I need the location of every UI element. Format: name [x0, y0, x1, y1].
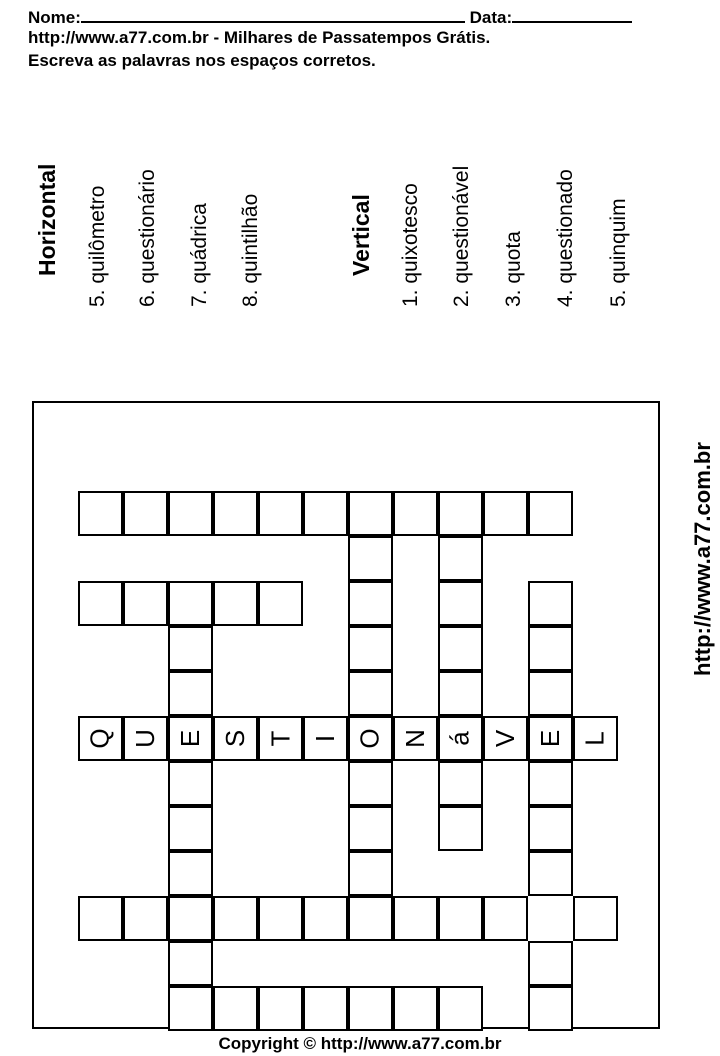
grid-cell[interactable]	[348, 671, 393, 716]
grid-letter-text: V	[490, 729, 520, 748]
grid-letter-text: E	[175, 729, 205, 748]
grid-cell[interactable]	[528, 806, 573, 851]
grid-letter-text: N	[400, 729, 430, 748]
name-field-line[interactable]	[81, 5, 465, 23]
grid-cell[interactable]	[258, 581, 303, 626]
grid-letter	[438, 716, 483, 761]
grid-letter	[528, 716, 573, 761]
grid-letter	[303, 716, 348, 761]
grid-cell[interactable]	[483, 491, 528, 536]
grid-cell[interactable]	[348, 986, 393, 1031]
grid-cell[interactable]	[528, 491, 573, 536]
grid-letter	[483, 716, 528, 761]
grid-cell[interactable]	[438, 896, 483, 941]
horizontal-clue-7: 7. quádrica	[188, 203, 211, 307]
grid-cell[interactable]	[168, 626, 213, 671]
vertical-clue-2: 2. questionável	[450, 165, 473, 307]
grid-cell[interactable]	[528, 581, 573, 626]
grid-cell[interactable]	[348, 896, 393, 941]
grid-letter-text: á	[445, 731, 475, 746]
grid-cell[interactable]	[393, 896, 438, 941]
vertical-clue-1: 1. quixotesco	[399, 183, 422, 307]
grid-cell[interactable]	[438, 806, 483, 851]
grid-letter-text: T	[264, 730, 295, 747]
grid-letter	[168, 716, 213, 761]
grid-cell[interactable]	[123, 491, 168, 536]
grid-cell[interactable]	[348, 626, 393, 671]
grid-cell[interactable]	[393, 491, 438, 536]
grid-letter-text: E	[535, 729, 565, 748]
grid-cell[interactable]	[123, 896, 168, 941]
grid-cell[interactable]	[258, 896, 303, 941]
name-date-line	[28, 5, 632, 28]
grid-cell[interactable]	[78, 491, 123, 536]
grid-cell[interactable]	[573, 896, 618, 941]
grid-cell[interactable]	[258, 986, 303, 1031]
grid-cell[interactable]	[168, 581, 213, 626]
grid-cell[interactable]	[213, 896, 258, 941]
grid-cell[interactable]	[303, 491, 348, 536]
name-label: Nome:	[28, 8, 81, 27]
grid-cell[interactable]	[348, 851, 393, 896]
grid-letter	[258, 716, 303, 761]
grid-cell[interactable]	[213, 581, 258, 626]
grid-cell[interactable]	[393, 986, 438, 1031]
grid-cell[interactable]	[168, 896, 213, 941]
horizontal-clue-8: 8. quintilhão	[239, 193, 262, 307]
grid-cell[interactable]	[438, 671, 483, 716]
grid-cell[interactable]	[168, 851, 213, 896]
grid-cell[interactable]	[438, 536, 483, 581]
grid-cell[interactable]	[348, 761, 393, 806]
grid-cell[interactable]	[528, 986, 573, 1031]
grid-letter	[78, 716, 123, 761]
grid-letter-text: U	[130, 729, 160, 748]
copyright-footer: Copyright © http://www.a77.com.br	[218, 1034, 502, 1053]
grid-cell[interactable]	[213, 491, 258, 536]
side-url: http://www.a77.com.br	[690, 442, 715, 676]
grid-cell[interactable]	[348, 806, 393, 851]
grid-cell[interactable]	[303, 986, 348, 1031]
grid-letter	[573, 716, 618, 761]
grid-cell[interactable]	[168, 941, 213, 986]
grid-cell[interactable]	[348, 536, 393, 581]
instruction: Escreva as palavras nos espaços corretos.	[28, 51, 376, 70]
vertical-clue-4: 4. questionado	[554, 169, 577, 307]
grid-letter-text: Q	[84, 728, 115, 749]
vertical-clue-3: 3. quota	[502, 231, 525, 307]
grid-cell[interactable]	[213, 986, 258, 1031]
grid-cell[interactable]	[168, 671, 213, 716]
crossword-frame	[32, 401, 660, 1029]
horizontal-title: Horizontal	[34, 163, 60, 276]
vertical-clue-5: 5. quinquim	[607, 198, 630, 307]
horizontal-clue-6: 6. questionário	[136, 169, 159, 307]
grid-cell[interactable]	[438, 626, 483, 671]
grid-cell[interactable]	[483, 896, 528, 941]
grid-cell[interactable]	[168, 806, 213, 851]
grid-cell[interactable]	[258, 491, 303, 536]
grid-cell[interactable]	[168, 761, 213, 806]
grid-cell[interactable]	[528, 671, 573, 716]
date-field-line[interactable]	[512, 5, 632, 23]
date-label: Data:	[469, 8, 513, 27]
grid-cell[interactable]	[528, 626, 573, 671]
grid-cell[interactable]	[168, 986, 213, 1031]
grid-cell[interactable]	[528, 851, 573, 896]
grid-cell[interactable]	[438, 761, 483, 806]
grid-cell[interactable]	[528, 761, 573, 806]
grid-cell[interactable]	[438, 491, 483, 536]
grid-letter	[213, 716, 258, 761]
horizontal-clue-5: 5. quilômetro	[86, 185, 109, 307]
grid-letter-text: I	[309, 734, 340, 743]
grid-cell[interactable]	[348, 491, 393, 536]
grid-letter-text: O	[354, 728, 385, 749]
grid-cell[interactable]	[123, 581, 168, 626]
grid-letter-text: S	[220, 729, 250, 748]
grid-cell[interactable]	[78, 896, 123, 941]
grid-letter	[348, 716, 393, 761]
grid-cell[interactable]	[438, 986, 483, 1031]
grid-cell[interactable]	[348, 581, 393, 626]
grid-cell[interactable]	[303, 896, 348, 941]
grid-letter	[123, 716, 168, 761]
grid-cell[interactable]	[168, 491, 213, 536]
grid-letter-text: L	[580, 731, 610, 746]
grid-cell[interactable]	[78, 581, 123, 626]
site-line: http://www.a77.com.br - Milhares de Passatempos Grátis.	[28, 28, 491, 47]
vertical-title: Vertical	[348, 194, 374, 276]
grid-cell[interactable]	[438, 581, 483, 626]
grid-cell[interactable]	[528, 941, 573, 986]
grid-letter	[393, 716, 438, 761]
